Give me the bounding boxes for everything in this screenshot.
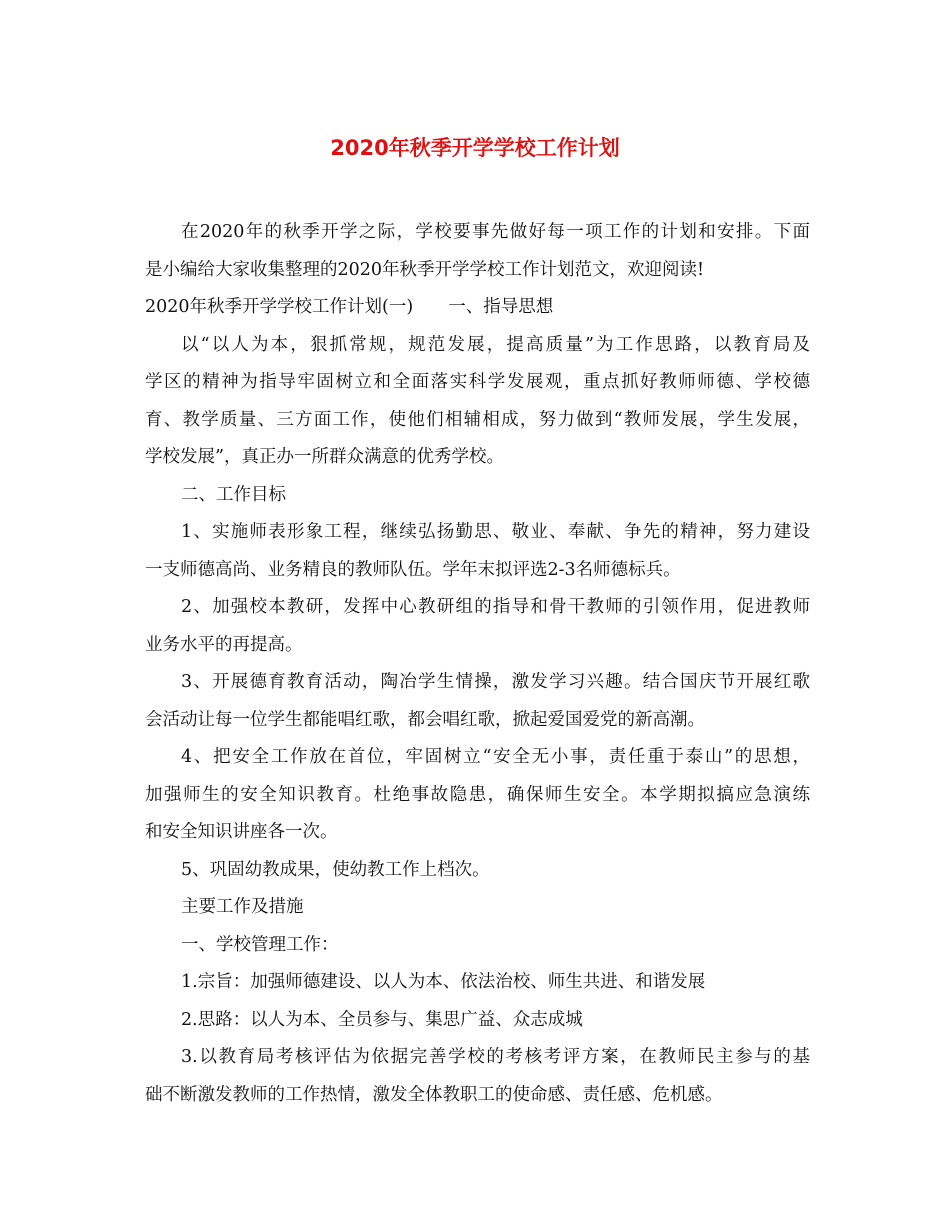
text-line: 加强师生的安全知识教育。杜绝事故隐患，确保师生安全。本学期拟搞应急演练	[145, 784, 810, 805]
text-line: 一、学校管理工作：	[181, 934, 339, 955]
text-line: 二、工作目标	[181, 484, 286, 505]
text-line: 主要工作及措施	[181, 897, 304, 917]
text-line: 和安全知识讲座各一次。	[145, 822, 338, 842]
text-line: 2、加强校本教研，发挥中心教研组的指导和骨干教师的引领作用，促进教师	[181, 597, 810, 617]
text-line: 育、教学质量、三方面工作，使他们相辅相成，努力做到“教师发展，学生发展，	[145, 409, 810, 430]
text-line: 3.以教育局考核评估为依据完善学校的考核考评方案，在教师民主参与的基	[181, 1047, 810, 1067]
text-line: 2.思路：以人为本、全员参与、集思广益、众志成城	[181, 1009, 583, 1030]
text-line: 一支师德高尚、业务精良的教师队伍。学年末拟评选2-3名师德标兵。	[145, 559, 681, 580]
text-line: 在2020年的秋季开学之际，学校要事先做好每一项工作的计划和安排。下面	[181, 222, 810, 242]
text-line: 1.宗旨：加强师德建设、以人为本、依法治校、师生共进、和谐发展	[181, 972, 706, 992]
text-line: 2020年秋季开学学校工作计划(一) 一、指导思想	[145, 297, 554, 317]
text-line: 学校发展”，真正办一所群众满意的优秀学校。	[145, 447, 504, 467]
text-line: 3、开展德育教育活动，陶冶学生情操，激发学习兴趣。结合国庆节开展红歌	[181, 672, 810, 692]
document-body	[145, 214, 810, 1114]
text-line: 是小编给大家收集整理的2020年秋季开学学校工作计划范文，欢迎阅读!	[145, 259, 705, 280]
text-line: 础不断激发教师的工作热情，激发全体教职工的使命感、责任感、危机感。	[145, 1084, 723, 1105]
text-line: 5、巩固幼教成果，使幼教工作上档次。	[181, 859, 490, 880]
text-line: 学区的精神为指导牢固树立和全面落实科学发展观，重点抓好教师师德、学校德	[145, 372, 810, 392]
document-title: 2020年秋季开学学校工作计划	[330, 136, 620, 160]
text-line: 会活动让每一位学生都能唱红歌，都会唱红歌，掀起爱国爱党的新高潮。	[145, 709, 705, 730]
text-line: 以“以人为本，狠抓常规，规范发展，提高质量”为工作思路，以教育局及	[181, 334, 810, 355]
text-line: 1、实施师表形象工程，继续弘扬勤思、敬业、奉献、争先的精神，努力建设	[181, 522, 810, 542]
text-line: 业务水平的再提高。	[145, 634, 303, 655]
text-line: 4、把安全工作放在首位，牢固树立“安全无小事，责任重于泰山”的思想，	[181, 747, 810, 767]
